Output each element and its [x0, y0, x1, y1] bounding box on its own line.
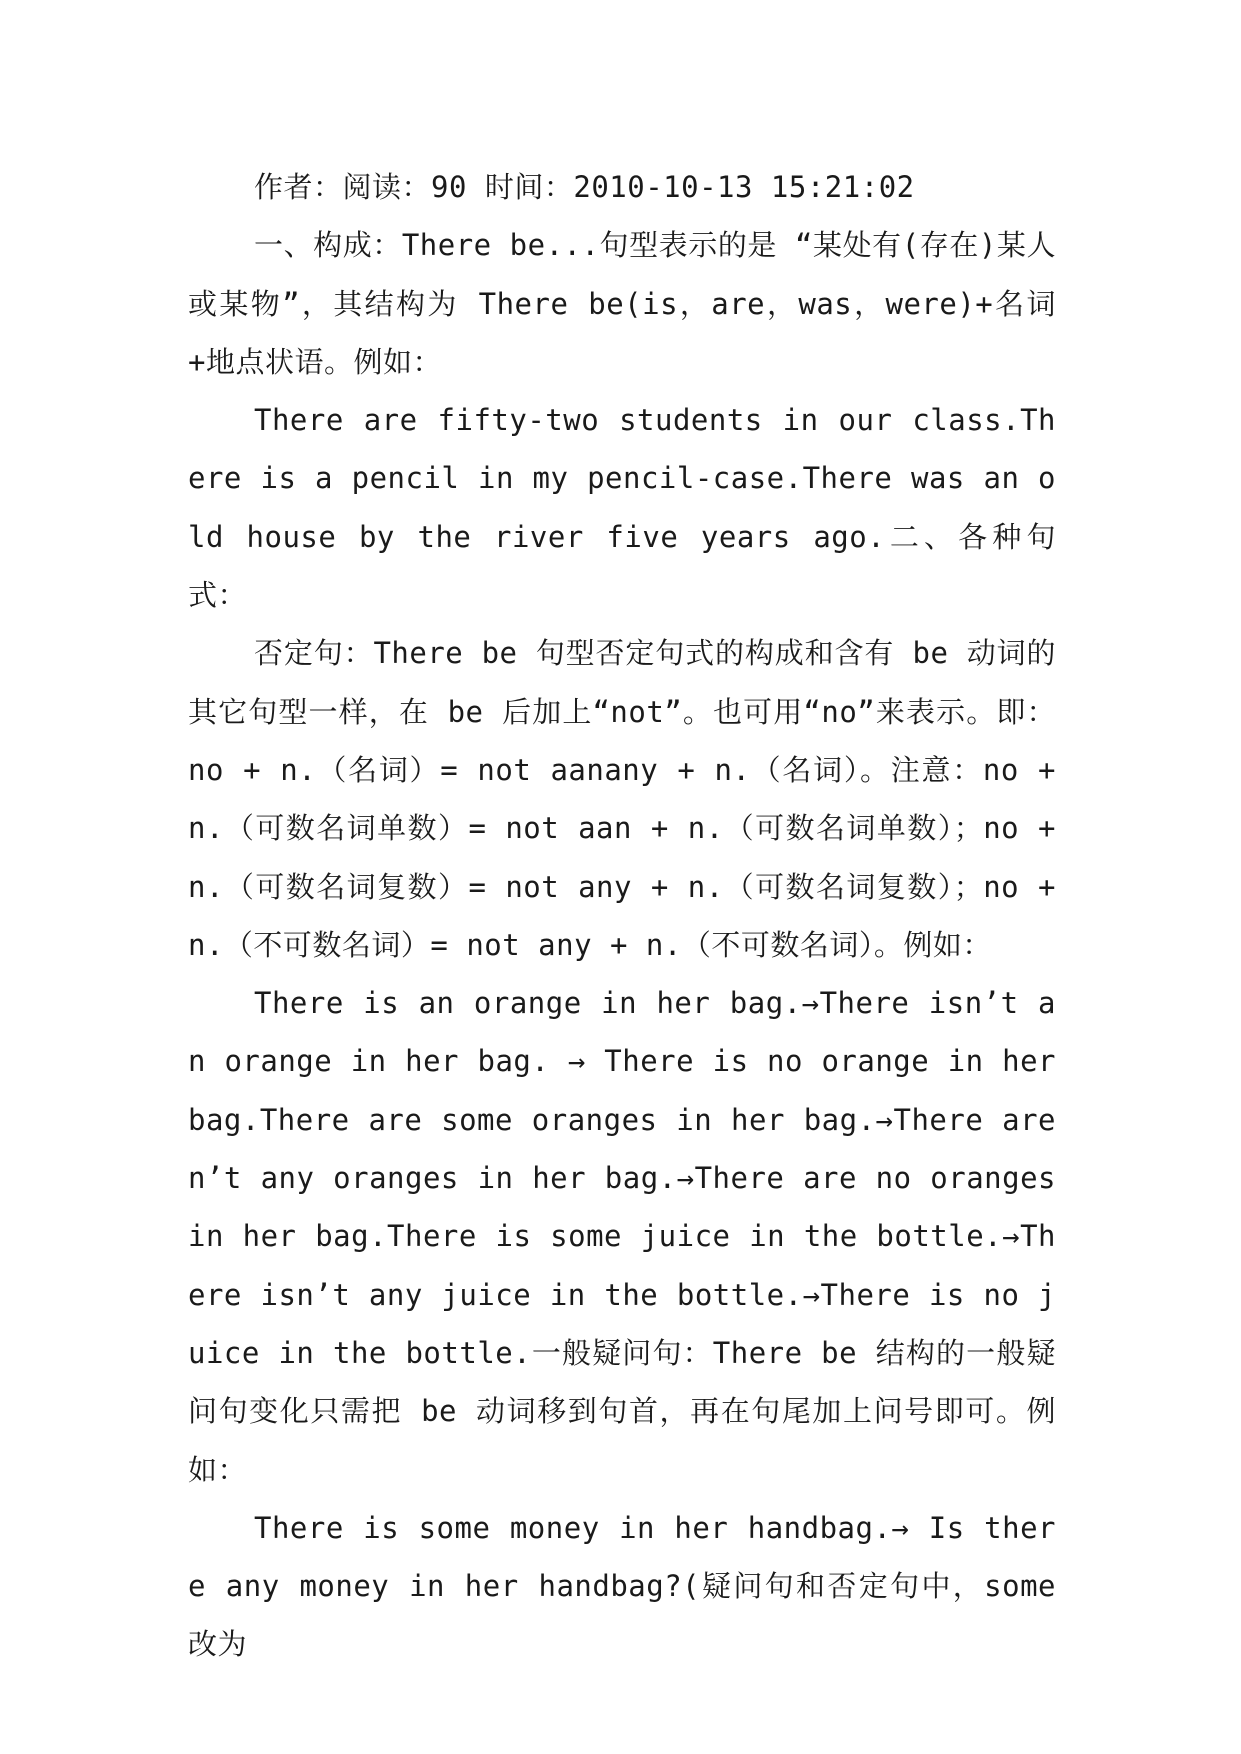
paragraph-negative: 否定句：There be 句型否定句式的构成和含有 be 动词的其它句型一样，在 be 后加上“not”。也可用“no”来表示。即：no + n.（名词）= not aanany + n.（名词）。注意：no + n.（可数名词单数）= not aan + n.（可数名词单数）；no + n.（可数名词复数）= not any + n.（可数名词复数）；no + n.（不可数名词）= not any + n.（不可数名词）。例如： — [188, 636, 1056, 962]
paragraph-examples: There are fifty-two students in our class.There is a pencil in my pencil-case.There was an old house by the river five years ago.二、各种句式： — [188, 403, 1056, 613]
paragraph-question-examples: There is some money in her handbag.→ Is there any money in her handbag?(疑问句和否定句中，some 改为 — [188, 1510, 1056, 1662]
meta-line: 作者：阅读：90 时间：2010-10-13 15:21:02 — [254, 170, 915, 204]
paragraph-structure: 一、构成：There be...句型表示的是 “某处有(存在)某人或某物”，其结构为 There be(is，are，was，were)+名词+地点状语。例如： — [188, 228, 1056, 379]
document-body — [188, 158, 1056, 1674]
paragraph-negative-examples: There is an orange in her bag.→There isn’t an orange in her bag. → There is no orange in her bag.There are some oranges in her bag.→There aren’t any oranges in her bag.→There are no oranges in her bag.There is some juice in the bottle.→There isn’t any juice in the bottle.→There is no juice in the bottle.一般疑问句：There be 结构的一般疑问句变化只需把 be 动词移到句首，再在句尾加上问号即可。例如： — [188, 986, 1056, 1487]
